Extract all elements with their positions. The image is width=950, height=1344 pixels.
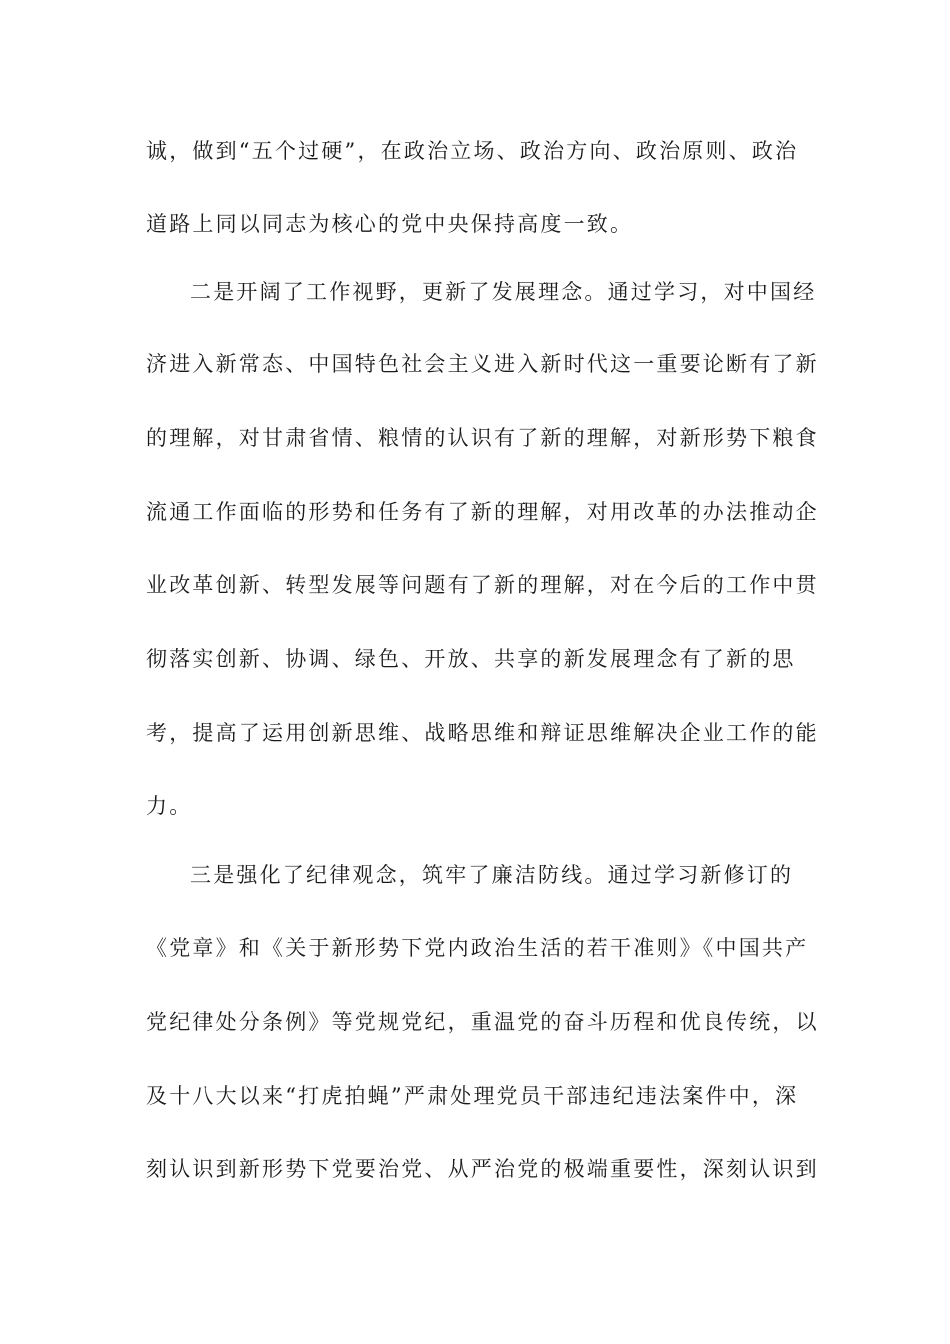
text-line: 彻落实创新、协调、绿色、开放、共享的新发展理念有了新的思 xyxy=(146,647,796,671)
paragraph-start-line: 三是强化了纪律观念，筑牢了廉洁防线。通过学习新修订的 xyxy=(190,863,794,887)
text-line: 道路上同以同志为核心的党中央保持高度一致。 xyxy=(146,212,634,236)
text-line: 《党章》和《关于新形势下党内政治生活的若干准则》《中国共产 xyxy=(146,936,809,960)
text-line: 力。 xyxy=(146,794,193,818)
text-line: 及十八大以来“打虎拍蝇”严肃处理党员干部违纪违法案件中，深 xyxy=(146,1084,799,1108)
text-line: 的理解，对甘肃省情、粮情的认识有了新的理解，对新形势下粮食 xyxy=(146,426,819,450)
text-line: 济进入新常态、中国特色社会主义进入新时代这一重要论断有了新 xyxy=(146,352,819,376)
text-line: 流通工作面临的形势和任务有了新的理解，对用改革的办法推动企 xyxy=(146,500,819,524)
text-line: 诚，做到“五个过硬”，在政治立场、政治方向、政治原则、政治 xyxy=(146,139,799,163)
paragraph-start-line: 二是开阔了工作视野，更新了发展理念。通过学习，对中国经 xyxy=(190,280,817,304)
text-line: 业改革创新、转型发展等问题有了新的理解，对在今后的工作中贯 xyxy=(146,573,819,597)
text-line: 考，提高了运用创新思维、战略思维和辩证思维解决企业工作的能 xyxy=(146,721,819,745)
text-line: 党纪律处分条例》等党规党纪，重温党的奋斗历程和优良传统，以 xyxy=(146,1010,819,1034)
text-line: 刻认识到新形势下党要治党、从严治党的极端重要性，深刻认识到 xyxy=(146,1157,819,1181)
